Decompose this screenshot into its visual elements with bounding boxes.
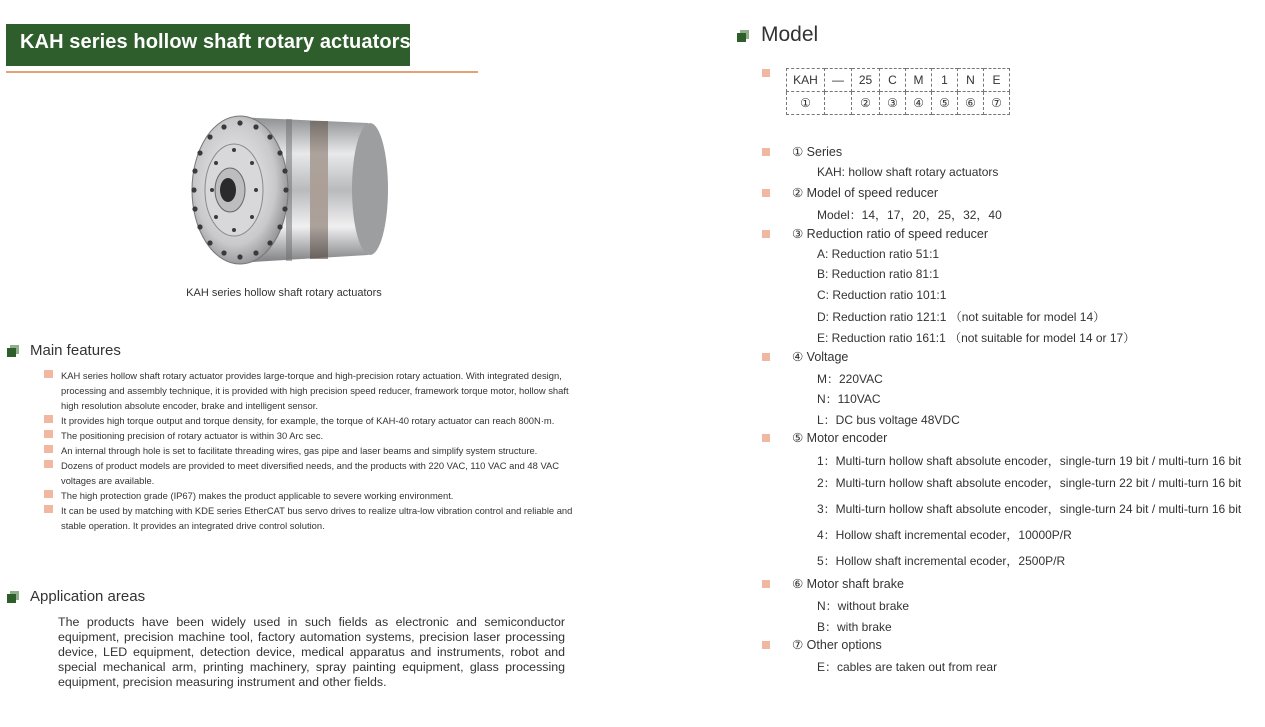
spec-item: B: Reduction ratio 81:1 — [817, 267, 940, 281]
model-code-table — [786, 68, 1010, 115]
feature-text: The high protection grade (IP67) makes the product applicable to severe working environment. — [61, 490, 454, 501]
bullet-square — [762, 580, 770, 588]
bullet-square — [762, 148, 770, 156]
bullet-square — [44, 445, 53, 453]
code-cell: N — [958, 69, 984, 92]
code-cell: M — [906, 69, 932, 92]
bullet-square — [762, 641, 770, 649]
spec-item: 5：Hollow shaft incremental ecoder，2500P/R — [817, 554, 1066, 568]
bullet-square — [762, 230, 770, 238]
bullet-square — [44, 460, 53, 468]
feature-text: Dozens of product models are provided to meet diversified needs, and the products with 220 VAC, 110 VAC and 48 VAC voltages are available. — [61, 460, 560, 486]
code-cell: C — [880, 69, 906, 92]
spec-item: C: Reduction ratio 101:1 — [817, 288, 947, 302]
spec-item: N：without brake — [817, 599, 910, 613]
bullet-square — [762, 69, 770, 77]
code-cell: ② — [852, 92, 880, 115]
bullet-square — [44, 505, 53, 513]
bullet-square — [762, 353, 770, 361]
spec-item: 2：Multi-turn hollow shaft absolute encoder，single-turn 22 bit / multi-turn 16 bit — [817, 476, 1242, 490]
bullet-square — [762, 189, 770, 197]
bullet-square — [44, 370, 53, 378]
spec-item: D: Reduction ratio 121:1 （not suitable for model 14） — [817, 310, 1106, 324]
code-cell — [825, 92, 852, 115]
code-cell: ④ — [906, 92, 932, 115]
spec-item: E：cables are taken out from rear — [817, 660, 998, 674]
application-areas-text: The products have been widely used in such fields as electronic and semiconductor equipment, precision machine tool, factory automation systems, precision laser processing device, LED equipment, detection device, medical apparatus and instruments, robot and special mechanical arm, printing machinery, spray painting equipment, glass processing equipment, precision measuring instrument and other fields. — [58, 615, 565, 689]
code-cell: ⑦ — [984, 92, 1010, 115]
spec-item: M：220VAC — [817, 372, 883, 386]
spec-item: L：DC bus voltage 48VDC — [817, 413, 960, 427]
features-list — [44, 368, 574, 533]
section-icon — [7, 345, 19, 357]
spec-heading-voltage: ④ Voltage — [792, 350, 849, 364]
code-cell: E — [984, 69, 1010, 92]
spec-item: 1：Multi-turn hollow shaft absolute encoder，single-turn 19 bit / multi-turn 16 bit — [817, 454, 1242, 468]
spec-item: E: Reduction ratio 161:1 （not suitable for model 14 or 17） — [817, 331, 1136, 345]
code-cell: 25 — [852, 69, 880, 92]
code-cell: — — [825, 69, 852, 92]
spec-heading-shaft-brake: ⑥ Motor shaft brake — [792, 577, 904, 591]
feature-text: KAH series hollow shaft rotary actuator provides large-torque and high-precision rotary actuation. With integrated design, processing and assembly technique, it is provided with high precision speed reducer, framework torque motor, hollow shaft high resolution absolute encoder, brake and intelligent sensor. — [61, 370, 569, 411]
spec-item: 3：Multi-turn hollow shaft absolute encoder，single-turn 24 bit / multi-turn 16 bit — [817, 502, 1242, 516]
spec-item: B：with brake — [817, 620, 892, 634]
product-image — [190, 103, 390, 275]
spec-heading-reduction-ratio: ③ Reduction ratio of speed reducer — [792, 227, 989, 241]
spec-heading-motor-encoder: ⑤ Motor encoder — [792, 431, 888, 445]
product-caption: KAH series hollow shaft rotary actuators — [186, 287, 382, 299]
code-cell: 1 — [932, 69, 958, 92]
spec-item: Model：14，17，20，25，32，40 — [817, 208, 1002, 222]
feature-item — [44, 503, 574, 533]
spec-heading-reducer-model: ② Model of speed reducer — [792, 186, 939, 200]
feature-text: The positioning precision of rotary actuator is within 30 Arc sec. — [61, 430, 324, 441]
feature-item — [44, 488, 574, 503]
model-heading: Model — [761, 23, 819, 46]
feature-item — [44, 458, 574, 488]
bullet-square — [44, 490, 53, 498]
feature-text: It can be used by matching with KDE series EtherCAT bus servo drives to realize ultra-low vibration control and reliable and stable operation. It provides an integrated drive control solution. — [61, 505, 573, 531]
spec-item: N：110VAC — [817, 392, 881, 406]
main-features-heading: Main features — [30, 342, 121, 359]
code-cell: ③ — [880, 92, 906, 115]
page-title: KAH series hollow shaft rotary actuators — [20, 31, 411, 53]
bullet-square — [762, 434, 770, 442]
bullet-square — [44, 415, 53, 423]
feature-item — [44, 428, 574, 443]
code-cell: ⑤ — [932, 92, 958, 115]
spec-item: A: Reduction ratio 51:1 — [817, 247, 940, 261]
spec-item: KAH: hollow shaft rotary actuators — [817, 165, 999, 179]
bullet-square — [44, 430, 53, 438]
spec-heading-series: ① Series — [792, 145, 843, 159]
section-icon — [7, 591, 19, 603]
spec-heading-other-options: ⑦ Other options — [792, 638, 882, 652]
title-underline — [6, 71, 478, 73]
code-cell: KAH — [787, 69, 825, 92]
section-icon — [737, 30, 749, 42]
feature-text: It provides high torque output and torque density, for example, the torque of KAH-40 rotary actuator can reach 800N·m. — [61, 415, 555, 426]
feature-item — [44, 443, 574, 458]
feature-text: An internal through hole is set to facilitate threading wires, gas pipe and laser beams and simplify system structure. — [61, 445, 538, 456]
feature-item — [44, 413, 574, 428]
application-areas-heading: Application areas — [30, 588, 146, 605]
feature-item — [44, 368, 574, 413]
code-cell: ⑥ — [958, 92, 984, 115]
code-cell: ① — [787, 92, 825, 115]
spec-item: 4：Hollow shaft incremental ecoder，10000P/R — [817, 528, 1072, 542]
